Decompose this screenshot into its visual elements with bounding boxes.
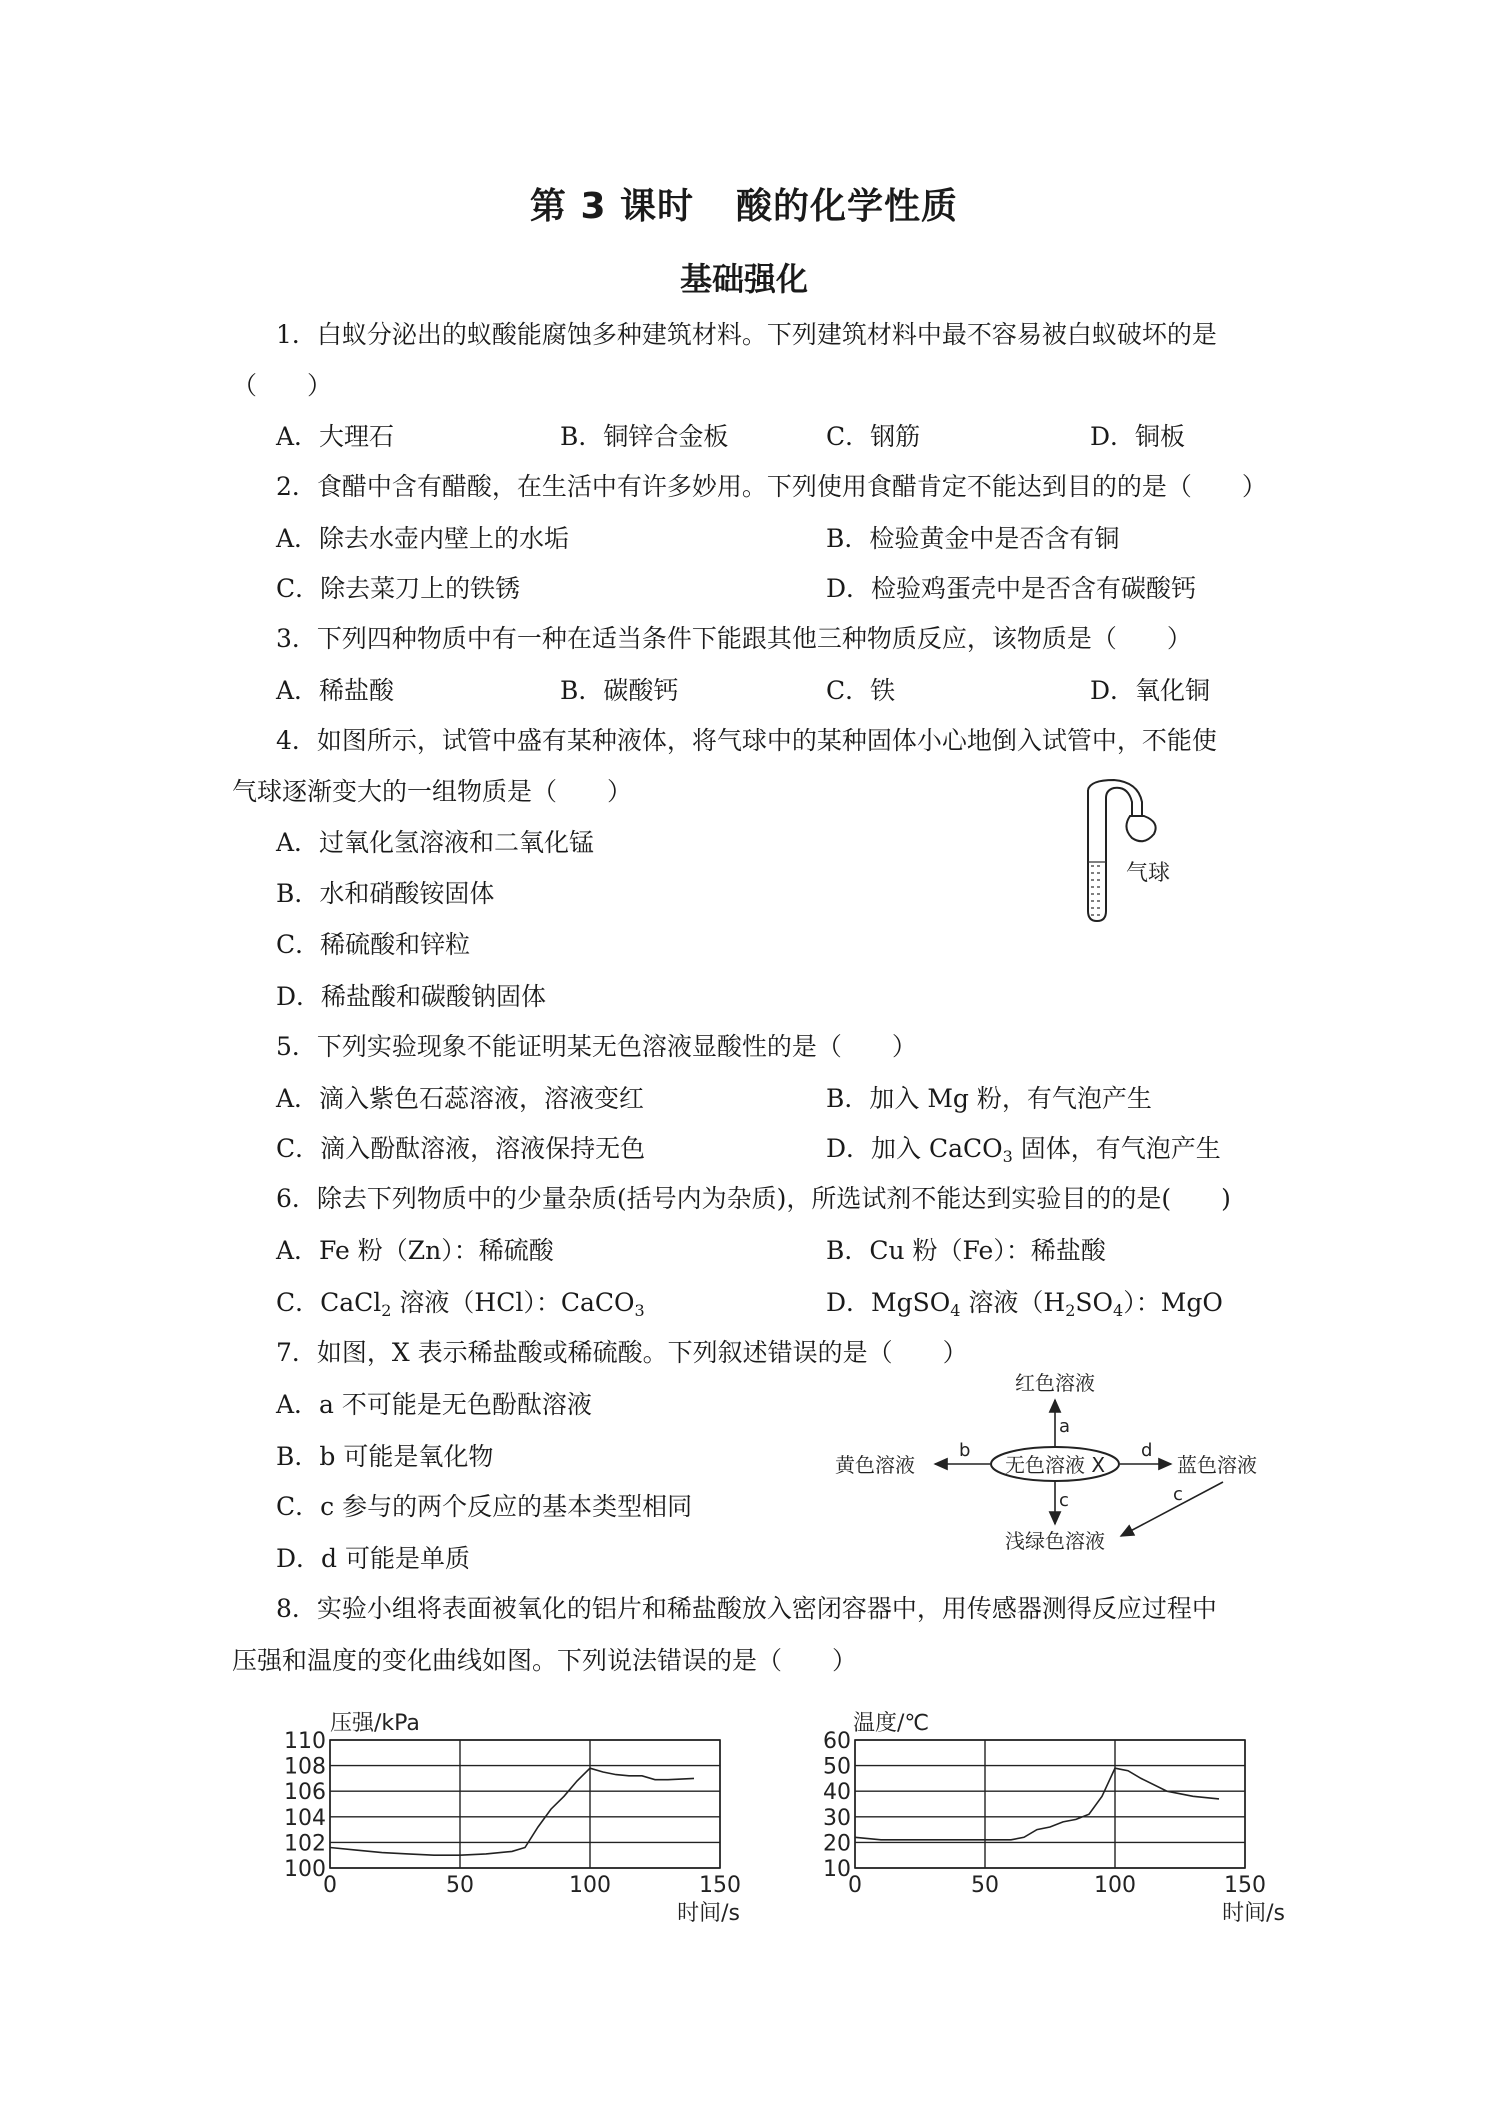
page-title [0, 178, 1488, 229]
x-tick-label: 150 [1224, 1873, 1266, 1898]
question-8-stem-continued: 压强和温度的变化曲线如图。下列说法错误的是（ ） [232, 1646, 858, 1675]
y-tick-label: 100 [284, 1857, 326, 1882]
question-3-option-d: D．氧化铜 [1090, 676, 1211, 705]
y-axis-label: 压强/kPa [330, 1711, 420, 1736]
question-1-blank: （ ） [232, 371, 333, 400]
temperature-chart [795, 1700, 1315, 1926]
question-6-option-a: A．Fe 粉（Zn）：稀硫酸 [276, 1236, 554, 1265]
plot-frame [855, 1740, 1245, 1868]
y-tick-label: 104 [284, 1805, 326, 1831]
question-4-option-d: D．稀盐酸和碳酸钠固体 [276, 982, 547, 1011]
balloon-shape [1126, 816, 1155, 841]
x-axis-label: 时间/s [677, 1901, 740, 1926]
subscript: 4 [1113, 1301, 1124, 1320]
question-2-option-a: A．除去水壶内壁上的水垢 [276, 524, 570, 553]
x-tick-label: 100 [569, 1873, 611, 1898]
question-5-option-b: B．加入 Mg 粉，有气泡产生 [826, 1084, 1152, 1113]
left-label: 黄色溶液 [835, 1453, 915, 1477]
question-5-option-d [826, 1132, 1221, 1174]
x-tick-label: 50 [446, 1873, 474, 1898]
test-tube-outline [1088, 788, 1132, 921]
question-7-option-a: A．a 不可能是无色酚酞溶液 [276, 1390, 592, 1419]
question-7-option-b: B．b 可能是氧化物 [276, 1442, 494, 1471]
plot-frame [330, 1740, 720, 1868]
y-tick-label: 102 [284, 1831, 326, 1857]
y-tick-label: 10 [823, 1857, 851, 1882]
label-b: b [959, 1440, 971, 1461]
option-text: C．CaCl [276, 1288, 382, 1317]
question-3-option-a: A．稀盐酸 [276, 676, 395, 705]
question-3-option-c: C．铁 [826, 676, 896, 705]
x-tick-label: 100 [1094, 1873, 1136, 1898]
lesson-topic: 酸的化学性质 [736, 186, 959, 227]
x-tick-label: 50 [971, 1873, 999, 1898]
y-tick-label: 20 [823, 1831, 851, 1857]
option-text: ）：MgO [1123, 1288, 1223, 1317]
question-2-option-d: D．检验鸡蛋壳中是否含有碳酸钙 [826, 574, 1197, 603]
x-tick-label: 0 [323, 1873, 337, 1898]
option-text: SO [1075, 1288, 1114, 1317]
question-2-option-b: B．检验黄金中是否含有铜 [826, 524, 1120, 553]
right-label: 蓝色溶液 [1177, 1453, 1257, 1477]
question-1-option-b: B．铜锌合金板 [560, 422, 729, 451]
test-tube-balloon-figure [1080, 776, 1200, 926]
x-tick-label: 0 [848, 1873, 862, 1898]
question-2-stem: 2．食醋中含有醋酸，在生活中有许多妙用。下列使用食醋肯定不能达到目的的是（ ） [276, 472, 1267, 501]
bottom-label: 浅绿色溶液 [1005, 1529, 1105, 1553]
label-a: a [1059, 1416, 1071, 1437]
subscript: 3 [1002, 1147, 1013, 1166]
question-6-stem: 6．除去下列物质中的少量杂质(括号内为杂质)，所选试剂不能达到实验目的的是( ) [276, 1184, 1231, 1213]
option-text: D．加入 CaCO [826, 1134, 1003, 1163]
question-1-option-d: D．铜板 [1090, 422, 1186, 451]
subscript: 4 [950, 1301, 961, 1320]
label-c: c [1059, 1490, 1069, 1511]
question-8-stem: 8．实验小组将表面被氧化的铝片和稀盐酸放入密闭容器中，用传感器测得反应过程中 [276, 1594, 1217, 1623]
pressure-chart [270, 1700, 770, 1926]
y-axis-label: 温度/℃ [853, 1711, 930, 1736]
subscript: 2 [1065, 1301, 1076, 1320]
question-4-option-a: A．过氧化氢溶液和二氧化锰 [276, 828, 595, 857]
subscript: 2 [381, 1301, 392, 1320]
option-text: 溶液（HCl）：CaCO [391, 1288, 635, 1317]
label-c-diagonal: c [1173, 1484, 1183, 1505]
question-1-option-a: A．大理石 [276, 422, 395, 451]
x-tick-label: 150 [699, 1873, 741, 1898]
lesson-number: 第 3 课时 [529, 186, 695, 227]
y-tick-label: 110 [284, 1729, 326, 1754]
question-4-option-b: B．水和硝酸铵固体 [276, 879, 495, 908]
y-tick-label: 108 [284, 1754, 326, 1780]
top-label: 红色溶液 [1015, 1371, 1095, 1395]
question-7-option-d: D．d 可能是单质 [276, 1544, 470, 1573]
question-1-stem: 1．白蚁分泌出的蚁酸能腐蚀多种建筑材料。下列建筑材料中最不容易被白蚁破坏的是 [276, 320, 1217, 349]
center-label: 无色溶液 X [1004, 1453, 1106, 1477]
reaction-diagram [835, 1371, 1285, 1556]
tube-bend [1088, 780, 1142, 816]
option-text: 溶液（H [960, 1288, 1066, 1317]
question-4-option-c: C．稀硫酸和锌粒 [276, 930, 471, 959]
question-3-option-b: B．碳酸钙 [560, 676, 679, 705]
arrow-c-diagonal [1121, 1482, 1223, 1536]
question-5-option-a: A．滴入紫色石蕊溶液，溶液变红 [276, 1084, 645, 1113]
question-7-stem: 7．如图，X 表示稀盐酸或稀硫酸。下列叙述错误的是（ ） [276, 1338, 968, 1367]
section-title: 基础强化 [679, 260, 808, 298]
option-text: 固体，有气泡产生 [1012, 1134, 1221, 1163]
question-4-stem: 4．如图所示，试管中盛有某种液体，将气球中的某种固体小心地倒入试管中，不能使 [276, 726, 1217, 755]
question-2-option-c: C．除去菜刀上的铁锈 [276, 574, 521, 603]
question-5-stem: 5．下列实验现象不能证明某无色溶液显酸性的是（ ） [276, 1032, 917, 1061]
y-tick-label: 30 [823, 1805, 851, 1831]
y-tick-label: 40 [823, 1780, 851, 1806]
question-7-option-c: C．c 参与的两个反应的基本类型相同 [276, 1492, 693, 1521]
question-4-stem-continued: 气球逐渐变大的一组物质是（ ） [232, 777, 633, 806]
question-3-stem: 3．下列四种物质中有一种在适当条件下能跟其他三种物质反应，该物质是（ ） [276, 624, 1192, 653]
y-tick-label: 106 [284, 1780, 326, 1806]
balloon-label: 气球 [1126, 861, 1171, 886]
question-6-option-b: B．Cu 粉（Fe）：稀盐酸 [826, 1236, 1106, 1265]
subscript: 3 [634, 1301, 645, 1320]
y-tick-label: 50 [823, 1754, 851, 1780]
question-6-option-d [826, 1286, 1223, 1328]
question-5-option-c: C．滴入酚酞溶液，溶液保持无色 [276, 1134, 646, 1163]
y-tick-label: 60 [823, 1729, 851, 1754]
liquid-pattern [1088, 862, 1106, 915]
series-line [855, 1768, 1219, 1840]
question-6-option-c [276, 1286, 645, 1328]
question-1-option-c: C．钢筋 [826, 422, 921, 451]
option-text: D．MgSO [826, 1288, 951, 1317]
label-d: d [1141, 1440, 1153, 1461]
x-axis-label: 时间/s [1222, 1901, 1285, 1926]
